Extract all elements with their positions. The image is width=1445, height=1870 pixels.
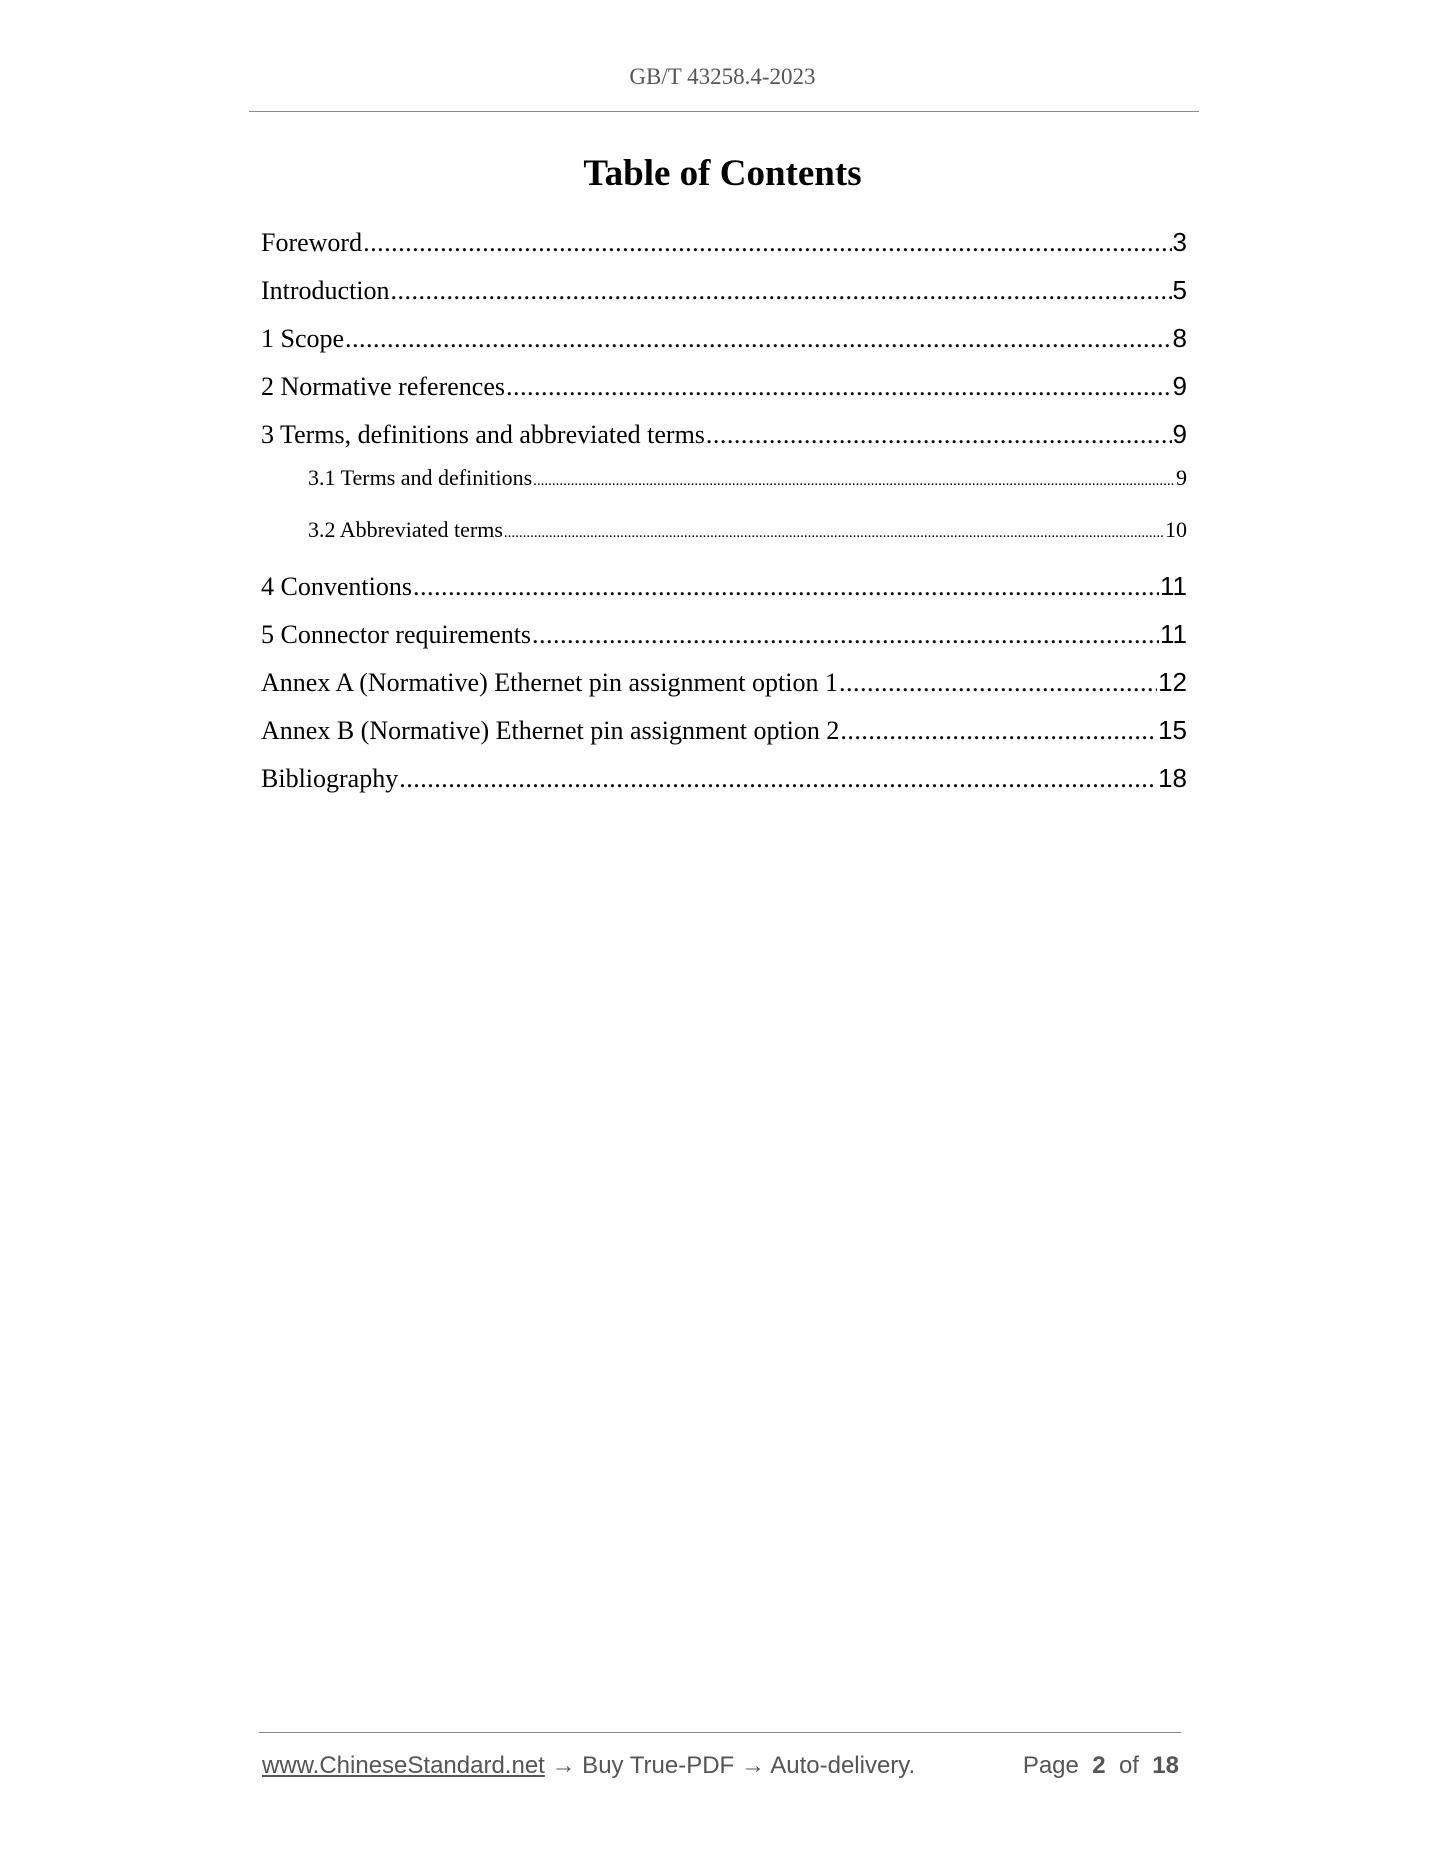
toc-dot-leader: [532, 617, 1159, 653]
toc-entry-page: 15: [1158, 715, 1187, 745]
footer-divider: [259, 1732, 1181, 1733]
current-page-number: 2: [1092, 1752, 1106, 1779]
page-footer: [262, 1752, 1179, 1780]
toc-entry-conventions[interactable]: [261, 568, 1187, 604]
toc-entry-foreword[interactable]: [261, 224, 1187, 260]
toc-dot-leader: [839, 665, 1157, 701]
toc-dot-leader: [399, 761, 1157, 797]
website-link[interactable]: www.ChineseStandard.net: [262, 1752, 545, 1779]
toc-entry-label: Bibliography: [261, 764, 399, 793]
total-pages-number: 18: [1152, 1752, 1179, 1779]
toc-entry-connector-requirements[interactable]: [261, 616, 1187, 652]
toc-entry-page: 11: [1160, 571, 1187, 601]
toc-entry-label: Annex B (Normative) Ethernet pin assignment option 2: [261, 716, 840, 745]
toc-entry-normative-references[interactable]: [261, 368, 1187, 404]
page-word: Page: [1022, 1752, 1079, 1779]
toc-dot-leader: [506, 369, 1172, 405]
header-document-id: GB/T 43258.4-2023: [629, 64, 816, 89]
toc-entry-label: 3 Terms, definitions and abbreviated terms: [261, 420, 705, 449]
toc-entry-label: 1 Scope: [261, 324, 345, 353]
toc-entry-page: 8: [1172, 323, 1187, 353]
toc-entry-label: 2 Normative references: [261, 372, 505, 401]
toc-entry-label: 3.2 Abbreviated terms: [308, 517, 503, 542]
toc-title: Table of Contents: [583, 153, 862, 194]
toc-entry-page: 9: [1172, 419, 1187, 449]
toc-entry-page: 18: [1158, 763, 1187, 793]
toc-entry-introduction[interactable]: [261, 272, 1187, 308]
toc-dot-leader: [706, 417, 1172, 453]
toc-entry-terms-definitions[interactable]: [261, 416, 1187, 452]
toc-entry-label: Annex A (Normative) Ethernet pin assignment option 1: [261, 668, 838, 697]
toc-entry-page: 3: [1172, 227, 1187, 257]
of-word: of: [1118, 1752, 1139, 1779]
toc-entry-page: 10: [1165, 517, 1187, 542]
page-indicator: [1023, 1752, 1179, 1780]
toc-entry-label: Foreword: [261, 228, 363, 257]
toc-entry-label: 3.1 Terms and definitions: [308, 465, 533, 490]
toc-dot-leader: [363, 225, 1171, 261]
toc-entry-page: 11: [1160, 619, 1187, 649]
toc-entry-page: 5: [1172, 275, 1187, 305]
toc-entry-annex-b[interactable]: [261, 712, 1187, 748]
toc-dot-leader: [413, 569, 1159, 605]
footer-promo-text: → Buy True-PDF → Auto-delivery.: [544, 1752, 916, 1779]
toc-entry-label: 5 Connector requirements: [261, 620, 532, 649]
header-divider: [249, 111, 1199, 112]
toc-entry-page: 9: [1176, 465, 1187, 490]
toc-dot-leader: [533, 463, 1175, 496]
toc-entry-bibliography[interactable]: [261, 760, 1187, 796]
toc-entry-annex-a[interactable]: [261, 664, 1187, 700]
footer-promo: [262, 1752, 915, 1780]
toc-entry-abbreviated-terms[interactable]: [308, 515, 1187, 545]
toc-dot-leader: [840, 713, 1157, 749]
toc-entry-page: 12: [1158, 667, 1187, 697]
toc-entry-label: 4 Conventions: [261, 572, 412, 601]
toc-dot-leader: [504, 515, 1164, 548]
toc-dot-leader: [391, 273, 1172, 309]
toc-entry-page: 9: [1172, 371, 1187, 401]
toc-dot-leader: [345, 321, 1171, 357]
toc-entry-terms-and-definitions[interactable]: [308, 463, 1187, 493]
toc-entry-scope[interactable]: [261, 320, 1187, 356]
toc-entry-label: Introduction: [261, 276, 390, 305]
